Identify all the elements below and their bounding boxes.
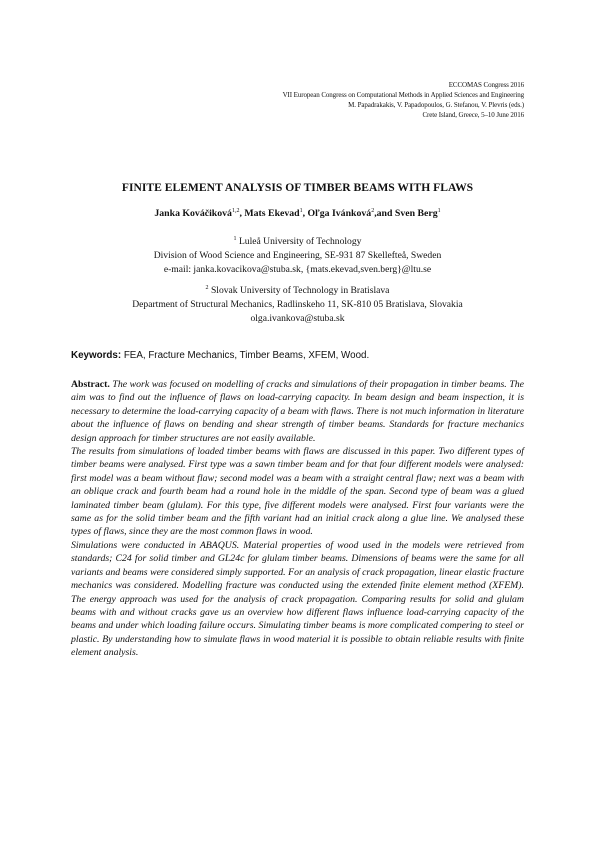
author-separator: , [239,208,245,219]
department: Department of Structural Mechanics, Radlinskeho 11, SK-810 05 Bratislava, Slovakia [132,299,463,310]
author-name: Sven Berg [394,208,438,219]
author-separator: ,and [374,208,395,219]
abstract-paragraph: The results from simulations of loaded timber beams with flaws are discussed in this paper. Two different types of timber beams were analysed. First type was a sawn timber beam and for that four different models were analysed: first model was a beam without flaw; second model was a beam with a straight central flaw; next was a beam with an oblique crack and fourth beam had a round hole in the middle of the span. Second type of beam was a glued laminated timber beam (glulam). For this type, five different models were analysed. First four variants were the same as for the solid timber beam and the fifth variant had an initial crack along a glue line. We analysed these types of flaws, since they are the most common flaws in wood. [71,446,524,538]
affiliation-1 [0,232,595,277]
conference-header [283,80,524,120]
paper-title: FINITE ELEMENT ANALYSIS OF TIMBER BEAMS WITH FLAWS [121,181,474,194]
congress-full-name: VII European Congress on Computational Methods in Applied Sciences and Engineering [282,91,524,99]
keywords-text: FEA, Fracture Mechanics, Timber Beams, XFEM, Wood. [123,350,370,361]
keywords-section [71,350,369,361]
author-list [0,208,595,219]
author-affiliation-mark: 1,2 [231,208,240,214]
author-separator: , [302,208,308,219]
department: Division of Wood Science and Engineering, SE-931 87 Skellefteå, Sweden [153,250,442,261]
author-name: Mats Ekevad [244,208,300,219]
editors: M. Papadrakakis, V. Papadopoulos, G. Stefanou, V. Plevris (eds.) [348,101,524,109]
affiliation-mark: 2 [205,285,209,291]
email-line: olga.ivankova@stuba.sk [250,313,345,324]
abstract-paragraph: The work was focused on modelling of cracks and simulations of their propagation in timber beams. The aim was to find out the influence of flaws on load-carrying capacity. In beam design and beam inspection, it is necessary to determine the load-carrying capacity of a beam with flaws. There is not much information in literature about the influence of flaws on bending and shear strength of timber beams. Standards for fracture mechanics design approach for timber structures are not easily available. [71,379,524,444]
institution: Luleå University of Technology [238,236,362,247]
affiliation-mark: 1 [233,236,237,242]
affiliation-2 [0,281,595,326]
abstract-paragraph: Simulations were conducted in ABAQUS. Material properties of wood used in the models were retrieved from standards; C24 for solid timber and GL24c for glulam timber beams. Dimensions of beams were the same for all variants and beams were considered simply supported. For an analysis of crack propagation, linear elastic fracture mechanics was considered. Modelling fracture was conducted using the extended finite element method (XFEM). The energy approach was used for the analysis of crack propagation. Comparing results for solid and glulam beams with and without cracks gave us an overview how different flaws influence load-carrying capacity of the beams and under which loading failure occurs. Simulating timber beams is more complicated compering to steel or plastic. By understanding how to simulate flaws in wood material it is possible to obtain reliable results with finite element analysis. [71,539,524,659]
institution: Slovak University of Technology in Bratislava [210,285,390,296]
conference-name: ECCOMAS Congress 2016 [448,81,524,89]
email-line: e-mail: janka.kovacikova@stuba.sk, {mats.ekevad,sven.berg}@ltu.se [163,264,432,275]
keywords-label: Keywords: [71,350,122,361]
abstract-section [71,378,524,660]
author-affiliation-mark: 2 [371,208,375,214]
author-affiliation-mark: 1 [437,208,441,214]
conference-location-date: Crete Island, Greece, 5–10 June 2016 [422,111,524,119]
abstract-label: Abstract. [71,379,110,390]
author-affiliation-mark: 1 [299,208,303,214]
author-name: Oľga Ivánková [307,208,372,219]
author-name: Janka Kováčiková [154,208,232,219]
